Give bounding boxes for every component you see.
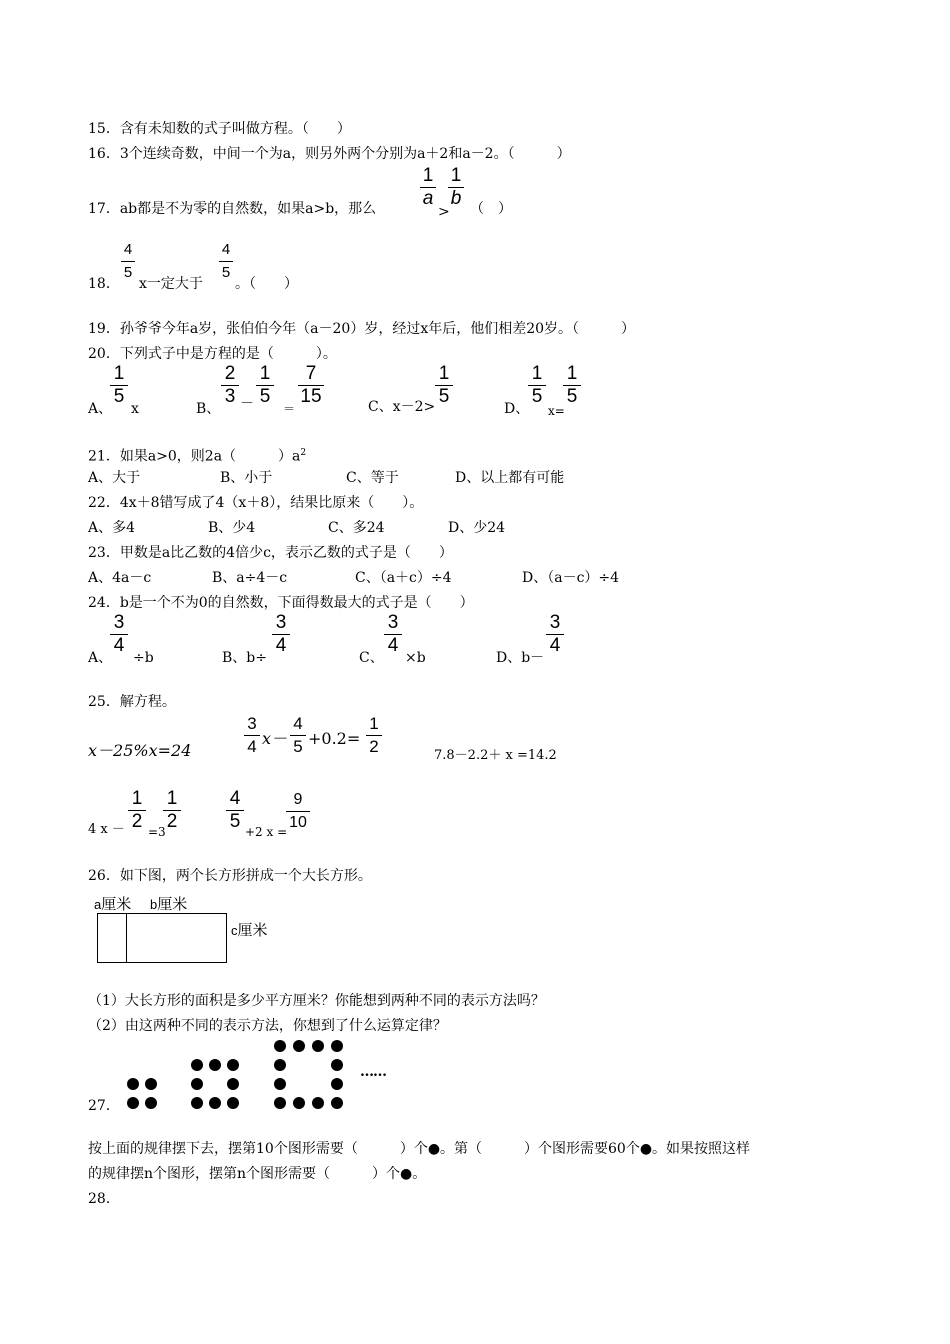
q17-operator: > [438,204,450,220]
q24-option-a-tail: ÷b [133,650,154,666]
q25-eq2-fraction-2: 4 5 [290,714,306,757]
q25-eq2-tail: +0.2= [308,729,361,748]
q25-equation-1: x－25%x=24 [88,741,192,760]
q21-exponent: 2 [300,448,307,458]
q26-large-rectangle [97,913,227,963]
q20-option-c-label: C、x－2> [368,399,436,415]
q23-option-c: C、（a＋c）÷4 [355,570,452,586]
question-24-stem: 24．b是一个不为0的自然数，下面得数最大的式子是（ ） [88,595,474,611]
q23-option-d: D、（a－c）÷4 [522,570,620,586]
q27-text-line-1: 按上面的规律摆下去，摆第10个图形需要（ ）个●。第（ ）个图形需要60个●。如果按照这样 [88,1141,751,1157]
question-15: 15．含有未知数的式子叫做方程。（ ） [88,121,351,137]
q20-option-b-fraction-3: 7 15 [298,364,324,407]
question-25-stem: 25．解方程。 [88,694,176,710]
q27-dot [145,1078,157,1090]
q27-dot [293,1097,305,1109]
q27-dot [293,1040,305,1052]
q27-dot [331,1040,343,1052]
q26-label-c: c厘米 [231,922,268,939]
q24-option-a-label: A、 [88,650,113,666]
q20-option-d-label: D、 [504,401,530,417]
q24-option-a-fraction: 3 4 [110,613,128,656]
q27-dot [127,1078,139,1090]
q20-option-d-fraction-2: 1 5 [563,364,581,407]
q21-stem-text: 21．如果a>0，则2a（ ）a [88,448,301,465]
q20-option-a-label: A、 [88,401,113,417]
q26-divider-line [126,914,127,962]
q27-dot [227,1059,239,1071]
q26-label-a: a厘米 [94,896,132,913]
q27-dot [209,1097,221,1109]
q24-option-b-fraction: 3 4 [272,613,290,656]
q20-option-c-fraction: 1 5 [435,364,453,407]
question-28: 28． [88,1191,120,1207]
q27-number: 27． [88,1098,120,1114]
q27-dot [191,1097,203,1109]
q26-label-b: b厘米 [150,896,188,913]
q20-option-b-fraction-2: 1 5 [256,364,274,407]
q20-option-b-minus: － [240,396,254,412]
q18-tail: 。（ ） [235,276,298,292]
q25-eq2-middle: x－ [262,729,288,748]
q22-option-c: C、多24 [328,520,385,536]
q20-option-d-middle: x= [548,404,565,418]
q20-option-d-fraction-1: 1 5 [528,364,546,407]
q27-dot [312,1097,324,1109]
q17-text: 17．ab都是不为零的自然数，如果a>b，那么 [88,201,377,217]
q23-option-a: A、4a－c [88,570,152,586]
question-23-stem: 23．甲数是a比乙数的4倍少c，表示乙数的式子是（ ） [88,545,453,561]
q27-dot [331,1097,343,1109]
q27-dot [274,1078,286,1090]
q27-ellipsis: …… [360,1064,386,1080]
q24-option-c-tail: ×b [405,650,426,666]
q25-eq4-middle: =3 [148,825,166,839]
q27-dot [274,1040,286,1052]
question-21-stem [88,445,306,465]
q21-option-b: B、小于 [220,470,273,486]
q25-eq4-fraction-1: 1 2 [128,789,146,832]
q27-dot [331,1059,343,1071]
q24-option-b-label: B、b÷ [222,650,267,666]
q22-option-b: B、少4 [208,520,256,536]
q21-option-d: D、以上都有可能 [455,470,565,486]
q27-dot [145,1097,157,1109]
q27-dot [127,1097,139,1109]
question-19: 19．孙爷爷今年a岁，张伯伯今年（a－20）岁，经过x年后，他们相差20岁。（ ） [88,321,636,337]
q22-option-a: A、多4 [88,520,136,536]
q18-number: 18． [88,276,120,292]
q24-option-d-label: D、b－ [496,650,545,666]
q27-dot [209,1059,221,1071]
q24-option-d-fraction: 3 4 [546,613,564,656]
q25-eq2-fraction-3: 1 2 [366,714,382,757]
q27-dot [227,1097,239,1109]
q21-option-c: C、等于 [346,470,399,486]
question-22-stem: 22．4x＋8错写成了4（x＋8），结果比原来（ ）。 [88,495,424,511]
q26-sub-question-2: （2）由这两种不同的表示方法，你想到了什么运算定律？ [88,1018,447,1034]
q26-sub-question-1: （1）大长方形的面积是多少平方厘米？你能想到两种不同的表示方法吗？ [88,993,545,1009]
q27-dot [191,1078,203,1090]
q25-eq5-fraction-2: 9 10 [286,790,310,833]
q27-dot [274,1059,286,1071]
q25-equation-3: 7.8－2.2＋ x =14.2 [434,748,557,763]
q23-option-b: B、a÷4－c [212,570,288,586]
q27-dot [191,1059,203,1071]
q25-eq2-fraction-1: 3 4 [244,714,260,757]
q17-fraction-1: 1 a [420,166,436,209]
q18-middle: x一定大于 [139,276,203,292]
question-20-stem: 20．下列式子中是方程的是（ ）。 [88,346,337,362]
q20-option-b-fraction-1: 2 3 [221,364,239,407]
q27-text-line-2: 的规律摆n个图形，摆第n个图形需要（ ）个●。 [88,1166,427,1182]
q24-option-c-fraction: 3 4 [384,613,402,656]
question-16: 16．3个连续奇数，中间一个为a，则另外两个分别为a＋2和a－2。（ ） [88,146,571,162]
q25-eq4-prefix: 4 x － [88,822,125,837]
q20-option-b-equals: ＝ [283,402,296,416]
q17-tail: （ ） [470,201,512,217]
q18-fraction-1: 4 5 [121,240,135,283]
q20-option-b-label: B、 [196,401,221,417]
q24-option-c-label: C、 [359,650,384,666]
q25-eq5-middle: +2 x = [245,825,288,839]
q22-option-d: D、少24 [448,520,506,536]
q27-dot [312,1040,324,1052]
q27-dot [274,1097,286,1109]
q18-fraction-2: 4 5 [219,240,233,283]
q21-option-a: A、大于 [88,470,141,486]
q27-dot [331,1078,343,1090]
q20-option-a-tail: x [131,401,139,417]
q20-option-a-fraction: 1 5 [110,364,128,407]
q17-fraction-2: 1 b [448,166,464,209]
question-26-stem: 26．如下图，两个长方形拼成一个大长方形。 [88,868,372,884]
q25-eq4-fraction-2: 1 2 [163,789,181,832]
q25-eq5-fraction-1: 4 5 [226,789,244,832]
q27-dot [227,1078,239,1090]
